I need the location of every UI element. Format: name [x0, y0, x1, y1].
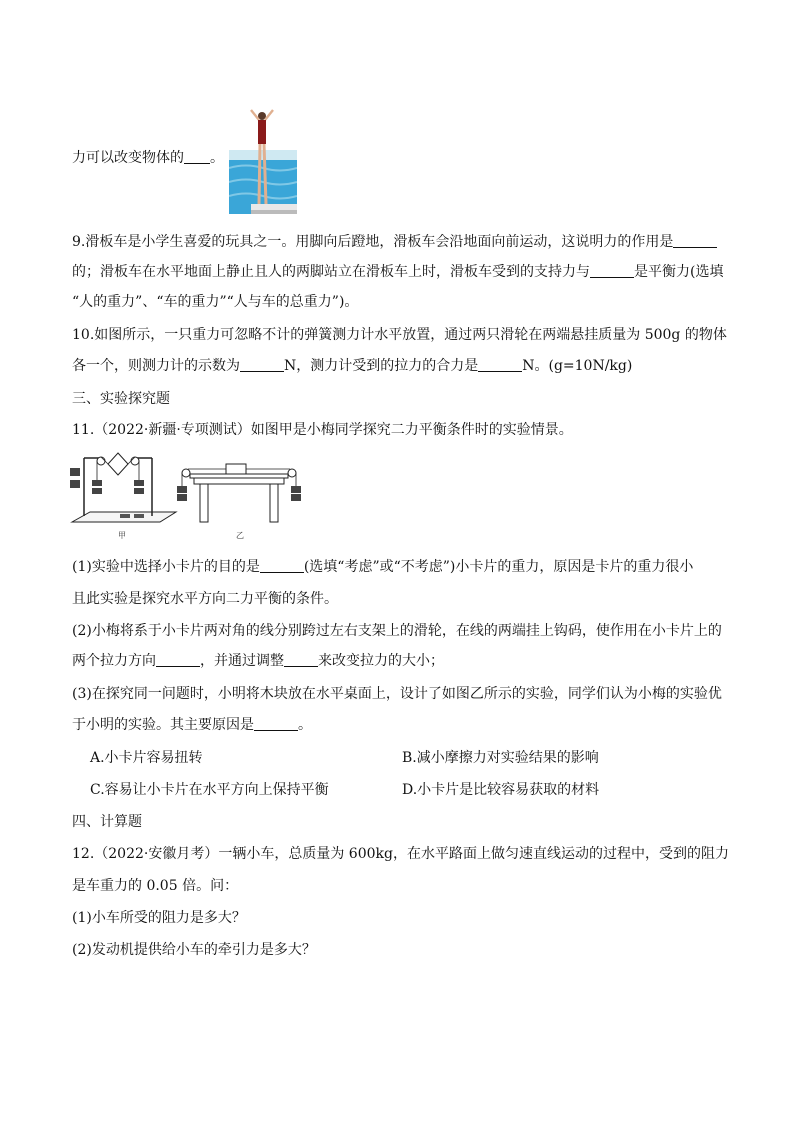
answer-blank[interactable]: [240, 357, 284, 372]
diver-photo: [229, 108, 297, 214]
q11-part3-line1: (3)在探究同一问题时，小明将木块放在水平桌面上，设计了如图乙所示的实验，同学们认为小梅的实验优: [72, 686, 722, 702]
q10-line2: 各一个，则测力计的示数为 N，测力计受到的拉力的合力是 N。(g=10N/kg): [72, 358, 633, 374]
q9-line3: “人的重力”、“车的重力”“人与车的总重力”)。: [72, 294, 359, 310]
figure-label-yi: 乙: [236, 531, 244, 540]
q8-text-end: 。: [210, 150, 224, 166]
option-b[interactable]: B.减小摩擦力对实验结果的影响: [402, 750, 599, 766]
answer-blank[interactable]: [478, 357, 522, 372]
q11-part2-line2: 两个拉力方向 ，并通过调整 来改变拉力的大小；: [72, 653, 444, 669]
section-heading-calculation: 四、计算题: [72, 814, 142, 830]
q8-tail-line: [72, 148, 224, 168]
q9-line2: 的；滑板车在水平地面上静止且人的两脚站立在滑板车上时，滑板车受到的支持力与 是平衡力(选填: [72, 264, 724, 280]
figure-yi-apparatus: [176, 462, 302, 524]
option-d[interactable]: D.小卡片是比较容易获取的材料: [402, 782, 600, 798]
q9-line1: 9.滑板车是小学生喜爱的玩具之一。用脚向后蹬地，滑板车会沿地面向前运动，这说明力的作用是: [72, 232, 717, 252]
q12-line1: 12.（2022·安徽月考）一辆小车，总质量为 600kg，在水平路面上做匀速直线运动的过程中，受到的阻力: [72, 846, 729, 862]
answer-blank[interactable]: [254, 716, 298, 731]
answer-blank[interactable]: [260, 558, 304, 573]
q12-sub1: (1)小车所受的阻力是多大？: [72, 910, 246, 926]
option-a[interactable]: A.小卡片容易扭转: [90, 750, 203, 766]
q8-text: 力可以改变物体的: [72, 150, 184, 166]
answer-blank[interactable]: [590, 263, 634, 278]
q10-line1: 10.如图所示，一只重力可忽略不计的弹簧测力计水平放置，通过两只滑轮在两端悬挂质量为 500g 的物体: [72, 327, 727, 343]
q12-line2: 是车重力的 0.05 倍。问：: [72, 878, 239, 894]
q11-stem: 11.（2022·新疆·专项测试）如图甲是小梅同学探究二力平衡条件时的实验情景。: [72, 422, 573, 438]
option-c[interactable]: C.容易让小卡片在水平方向上保持平衡: [90, 782, 329, 798]
section-heading-experiment: 三、实验探究题: [72, 391, 170, 407]
answer-blank[interactable]: [284, 652, 318, 667]
answer-blank[interactable]: [673, 233, 717, 248]
q11-part1-line2: 且此实验是探究水平方向二力平衡的条件。: [72, 591, 338, 607]
figure-jia-apparatus: [68, 450, 178, 528]
answer-blank[interactable]: [156, 652, 200, 667]
q11-part3-line2: 于小明的实验。其主要原因是 。: [72, 717, 312, 733]
answer-blank[interactable]: [184, 149, 210, 164]
figure-label-jia: 甲: [118, 531, 126, 540]
q11-part2-line1: (2)小梅将系于小卡片两对角的线分别跨过左右支架上的滑轮，在线的两端挂上钩码，使作用在小卡片上的: [72, 623, 722, 639]
q12-sub2: (2)发动机提供给小车的牵引力是多大？: [72, 942, 316, 958]
q11-part1-line1: (1)实验中选择小卡片的目的是 (选填“考虑”或“不考虑”)小卡片的重力，原因是卡片的重力很小: [72, 559, 694, 575]
